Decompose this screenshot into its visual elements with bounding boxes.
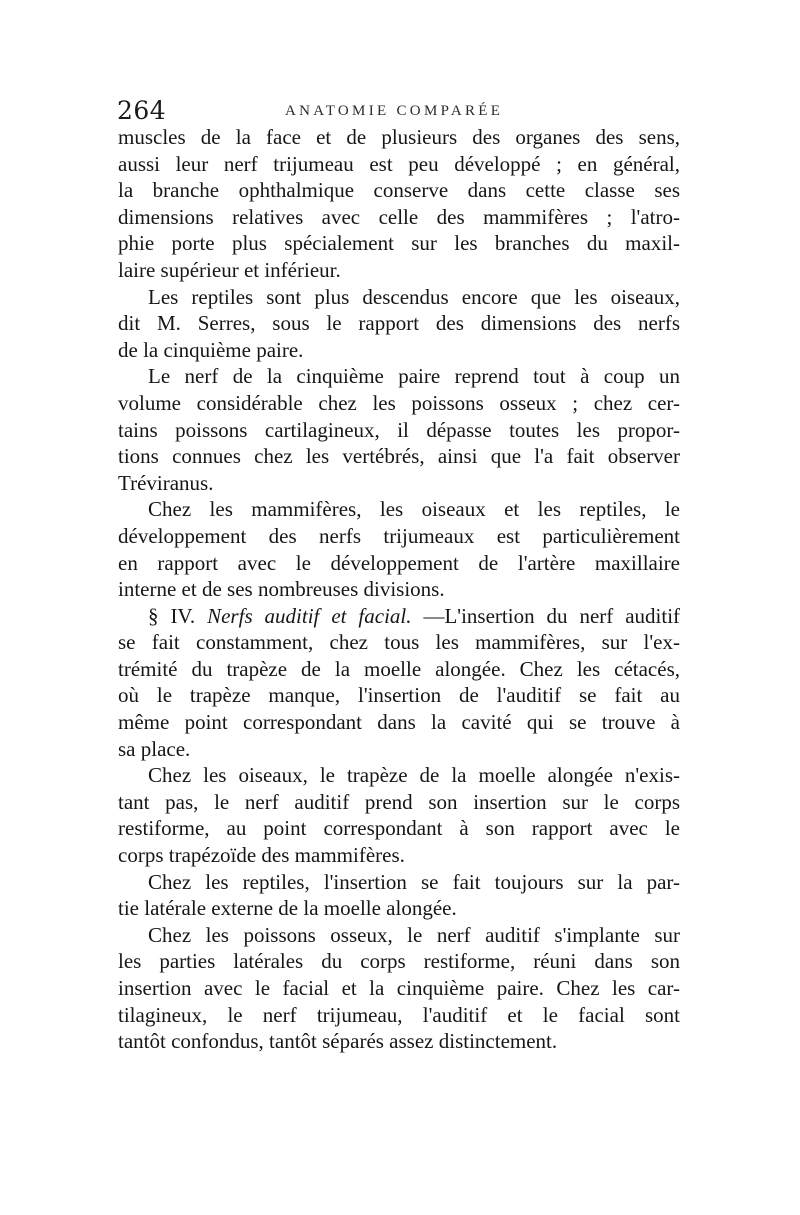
text-line: se fait constamment, chez tous les mammifères, sur l'ex-	[118, 630, 680, 655]
text-line: la branche ophthalmique conserve dans cette classe ses	[118, 178, 680, 203]
text-line: restiforme, au point correspondant à son rapport avec le	[118, 816, 680, 841]
section-number: § IV.	[148, 603, 196, 628]
text-line: Chez les poissons osseux, le nerf auditif s'implante sur	[148, 922, 680, 947]
text-line: Les reptiles sont plus descendus encore que les oiseaux,	[148, 284, 680, 309]
text-line: Chez les mammifères, les oiseaux et les reptiles, le	[148, 497, 680, 522]
section-dash: —	[423, 603, 445, 628]
text-line: interne et de ses nombreuses divisions.	[118, 577, 445, 602]
text-line: en rapport avec le développement de l'artère maxillaire	[118, 550, 680, 575]
text-line: tantôt confondus, tantôt séparés assez distinctement.	[118, 1029, 558, 1054]
text-line: tie latérale externe de la moelle alongée.	[118, 896, 457, 921]
text-line: dit M. Serres, sous le rapport des dimensions des nerfs	[118, 311, 680, 336]
text-line: tant pas, le nerf auditif prend son insertion sur le corps	[118, 789, 680, 814]
text-line: Chez les oiseaux, le trapèze de la moelle alongée n'exis-	[148, 763, 680, 788]
text-line: phie porte plus spécialement sur les branches du maxil-	[118, 231, 680, 256]
text-line: dimensions relatives avec celle des mammifères ; l'atro-	[118, 204, 680, 229]
text-line: tions connues chez les vertébrés, ainsi que l'a fait observer	[118, 444, 680, 469]
running-head: ANATOMIE COMPARÉE	[285, 103, 504, 119]
text-line: où le trapèze manque, l'insertion de l'auditif se fait au	[118, 683, 680, 708]
text-line: muscles de la face et de plusieurs des organes des sens,	[118, 125, 680, 149]
text-line: développement des nerfs trijumeaux est particulièrement	[118, 523, 680, 548]
text-line: Tréviranus.	[118, 470, 214, 495]
text-line: insertion avec le facial et la cinquième paire. Chez les car-	[118, 976, 680, 1000]
text-line: les parties latérales du corps restiforme, réuni dans son	[118, 949, 680, 974]
section-title: Nerfs auditif et facial.	[207, 603, 412, 628]
text-line: Le nerf de la cinquième paire reprend tout à coup un	[148, 364, 680, 389]
text-line: Chez les reptiles, l'insertion se fait toujours sur la par-	[148, 869, 680, 894]
page-body	[118, 124, 680, 1055]
paragraph	[118, 869, 680, 922]
section-first-line-text: L'insertion du nerf auditif	[444, 603, 681, 628]
text-line: de la cinquième paire.	[118, 337, 304, 362]
section-heading-line	[118, 603, 680, 630]
paragraph	[118, 284, 680, 364]
text-line: trémité du trapèze de la moelle alongée. Chez les cétacés,	[118, 656, 680, 681]
paragraph	[118, 922, 680, 1055]
page-header	[115, 96, 685, 126]
text-line: laire supérieur et inférieur.	[118, 257, 341, 282]
text-line: tilagineux, le nerf trijumeau, l'auditif et le facial sont	[118, 1002, 680, 1027]
page-number: 264	[117, 96, 167, 125]
paragraph	[118, 603, 680, 763]
text-line: aussi leur nerf trijumeau est peu développé ; en général,	[118, 151, 680, 176]
text-line: même point correspondant dans la cavité qui se trouve à	[118, 710, 680, 735]
text-line: volume considérable chez les poissons osseux ; chez cer-	[118, 390, 680, 415]
paragraph	[118, 124, 680, 284]
text-line: corps trapézoïde des mammifères.	[118, 843, 405, 868]
paragraph	[118, 496, 680, 602]
text-line: sa place.	[118, 736, 191, 761]
paragraph	[118, 363, 680, 496]
paragraph	[118, 762, 680, 868]
text-line: tains poissons cartilagineux, il dépasse toutes les propor-	[118, 417, 680, 442]
